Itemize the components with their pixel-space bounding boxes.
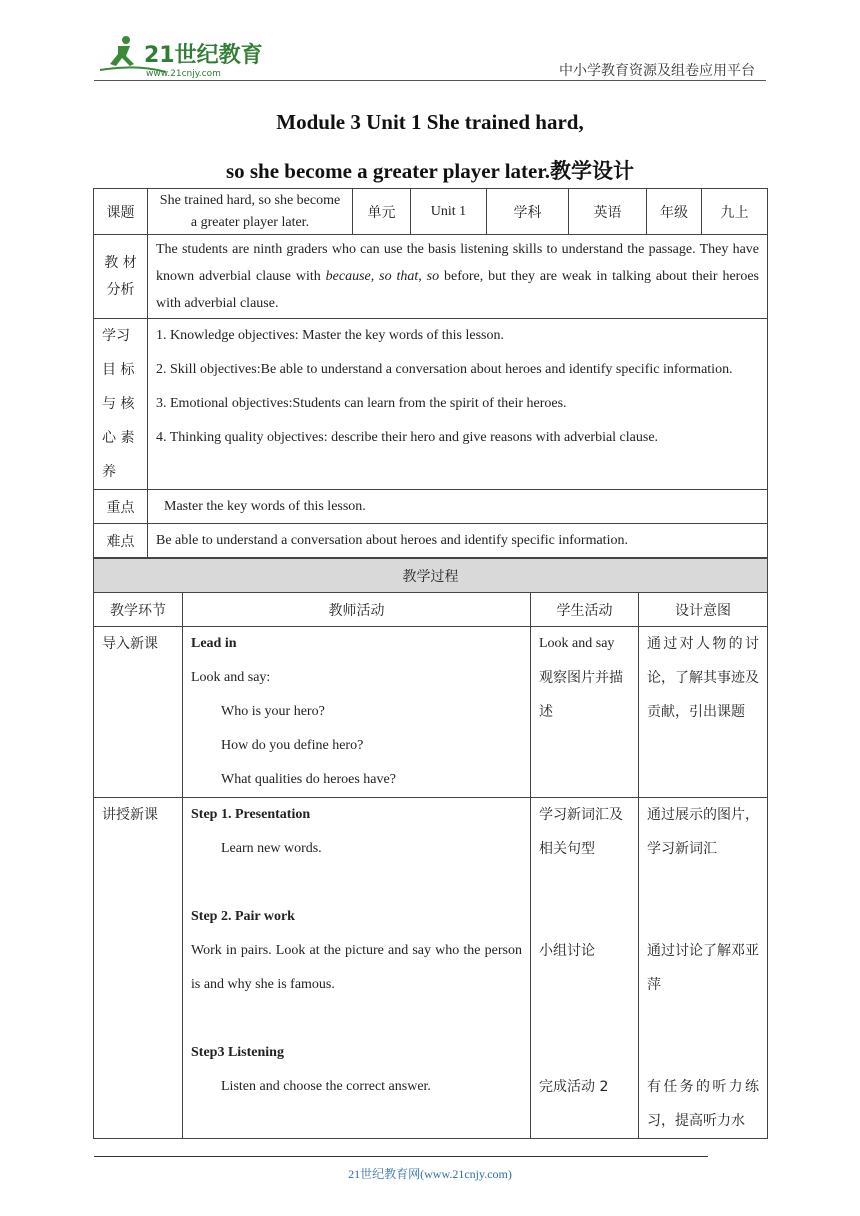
lead-in-purpose: 通过对人物的讨论，了解其事迹及贡献，引出课题 [639, 627, 768, 798]
step3-text: Listen and choose the correct answer. [221, 1079, 431, 1094]
process-header-row [94, 593, 768, 627]
objective-item: 3. Emotional objectives:Students can learn from the spirit of their heroes. [156, 396, 567, 411]
step1-text: Learn new words. [221, 841, 322, 856]
key-point-text: Master the key words of this lesson. [148, 490, 768, 524]
lead-in-intro: Look and say: [191, 670, 271, 685]
step3-student: 完成活动 2 [539, 1079, 609, 1095]
lead-in-teacher [183, 627, 531, 798]
header-purpose: 设计意图 [639, 593, 768, 627]
subject-value: 英语 [569, 189, 647, 235]
unit-label: 单元 [353, 189, 411, 235]
course-row [94, 189, 768, 235]
analysis-text: The students are ninth graders who can use the basis listening skills to understand the passage. They have known adverbial clause with because, so that, so before, but they are weak in talking about their heroes with adverbial clause. [148, 235, 768, 319]
lead-in-heading: Lead in [191, 636, 237, 651]
new-lesson-stage: 讲授新课 [94, 798, 183, 1139]
site-logo [96, 34, 266, 80]
objectives-list [148, 319, 768, 490]
step2-purpose: 通过讨论了解邓亚萍 [647, 943, 759, 993]
analysis-row [94, 235, 768, 319]
grade-label: 年级 [647, 189, 702, 235]
new-lesson-teacher [183, 798, 531, 1139]
lead-in-student: Look and say 观察图片并描述 [531, 627, 639, 798]
lesson-info-table [93, 188, 768, 558]
new-lesson-row [94, 798, 768, 1139]
new-lesson-student [531, 798, 639, 1139]
header-student: 学生活动 [531, 593, 639, 627]
key-point-row [94, 490, 768, 524]
process-title: 教学过程 [94, 559, 768, 593]
step3-purpose: 有任务的听力练习，提高听力水 [647, 1079, 759, 1129]
lead-in-row [94, 627, 768, 798]
process-title-row [94, 559, 768, 593]
lead-in-question: Who is your hero? [221, 704, 325, 719]
step1-student: 学习新词汇及相关句型 [539, 807, 623, 857]
lead-in-question: What qualities do heroes have? [221, 772, 396, 787]
key-point-label: 重点 [94, 490, 148, 524]
objective-item: 4. Thinking quality objectives: describe their hero and give reasons with adverbial clause. [156, 430, 659, 445]
step2-heading: Step 2. Pair work [191, 909, 295, 924]
analysis-label: 教 材 分析 [94, 235, 148, 319]
step2-student: 小组讨论 [539, 943, 595, 959]
new-lesson-purpose [639, 798, 768, 1139]
lead-in-question: How do you define hero? [221, 738, 364, 753]
header-stage: 教学环节 [94, 593, 183, 627]
document-title-line-2: so she become a greater player later.教学设计 [225, 159, 635, 183]
course-label: 课题 [94, 189, 148, 235]
lead-in-stage: 导入新课 [94, 627, 183, 798]
objectives-row [94, 319, 768, 490]
header-teacher: 教师活动 [183, 593, 531, 627]
objectives-label: 学习 目 标 与 核 心 素 养 [94, 319, 148, 490]
difficulty-row [94, 524, 768, 558]
platform-name: 中小学教育资源及组卷应用平台 [559, 63, 755, 79]
svg-text:21世纪教育: 21世纪教育 [144, 43, 263, 68]
teaching-process-table [93, 558, 768, 1139]
grade-value: 九上 [702, 189, 768, 235]
document-title-line-1: Module 3 Unit 1 She trained hard, [276, 110, 584, 134]
step1-heading: Step 1. Presentation [191, 807, 311, 822]
svg-text:www.21cnjy.com: www.21cnjy.com [146, 69, 221, 79]
footer-divider [94, 1156, 708, 1157]
difficulty-label: 难点 [94, 524, 148, 558]
step1-purpose: 通过展示的图片，学习新词汇 [647, 807, 759, 857]
course-value: She trained hard, so she become a greater player later. [148, 189, 353, 235]
objective-item: 1. Knowledge objectives: Master the key words of this lesson. [156, 328, 504, 343]
subject-label: 学科 [487, 189, 569, 235]
unit-value: Unit 1 [411, 189, 487, 235]
footer-link[interactable]: 21世纪教育网(www.21cnjy.com) [348, 1167, 512, 1181]
step3-heading: Step3 Listening [191, 1045, 284, 1060]
header-divider [94, 80, 766, 81]
objective-item: 2. Skill objectives:Be able to understand a conversation about heroes and identify specific information. [156, 362, 733, 377]
difficulty-text: Be able to understand a conversation about heroes and identify specific information. [148, 524, 768, 558]
step2-text: Work in pairs. Look at the picture and say who the person is and why she is famous. [191, 943, 522, 992]
